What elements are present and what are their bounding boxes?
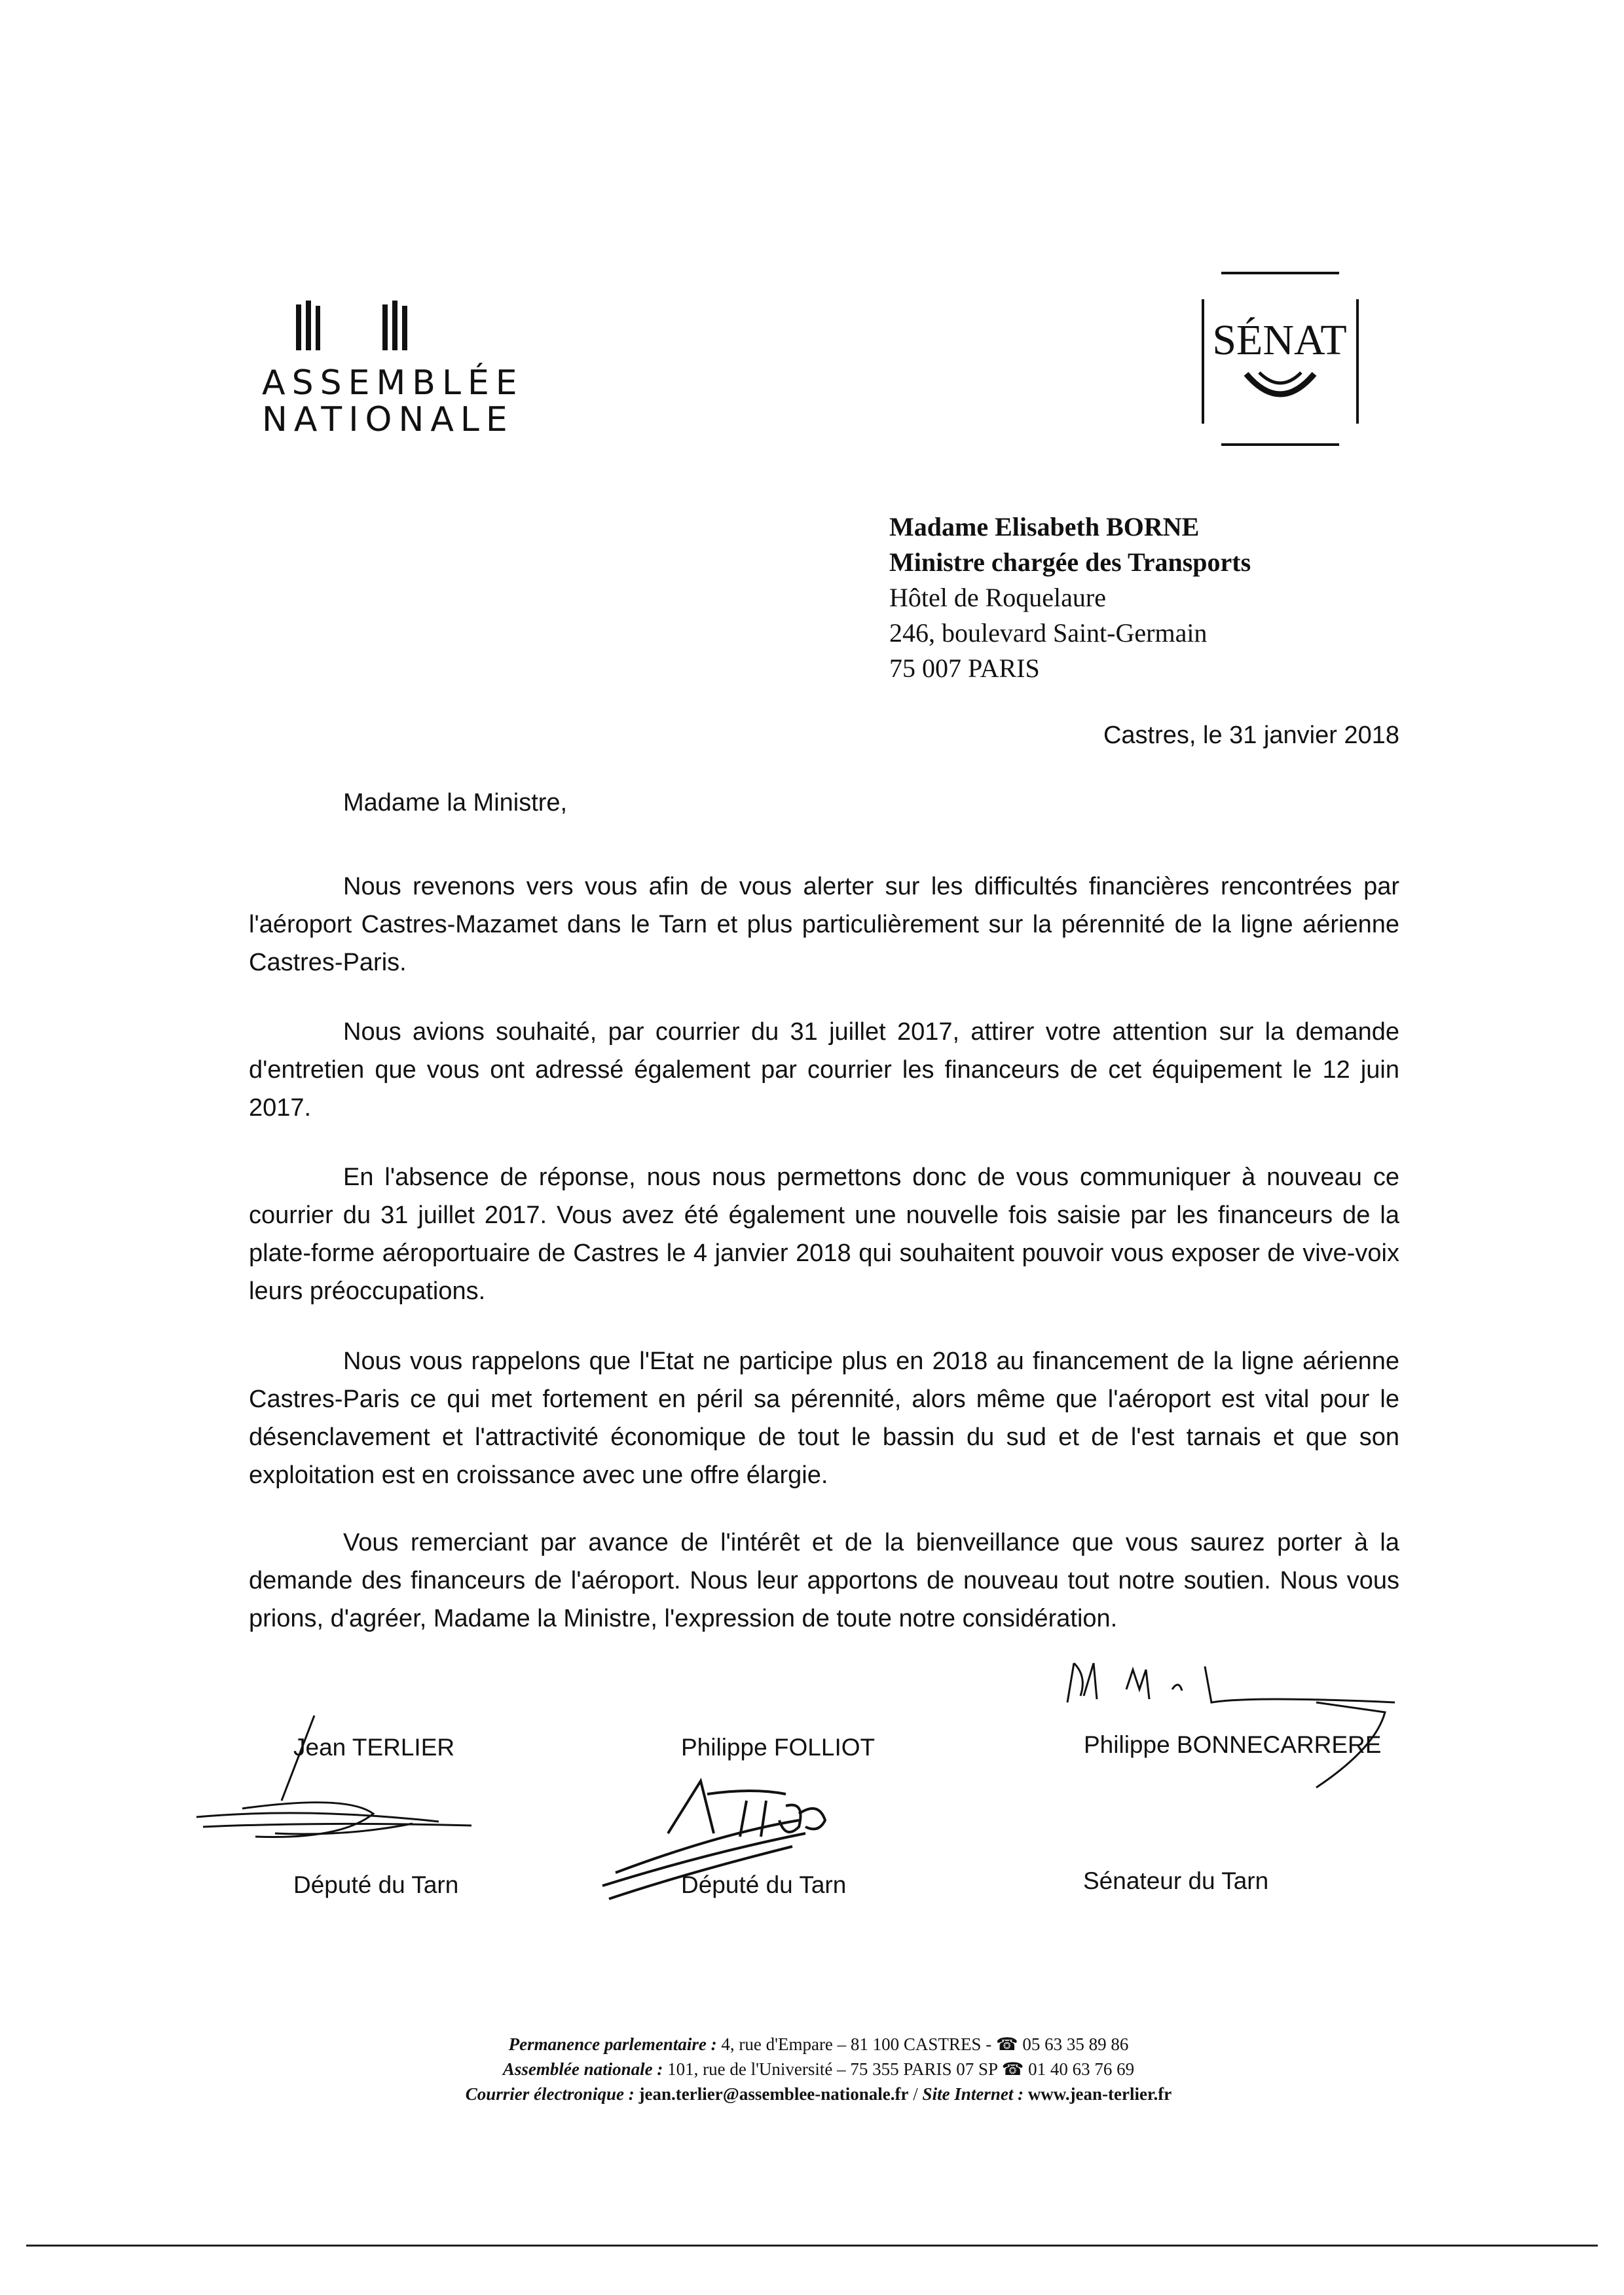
footer-email[interactable]: jean.terlier@assemblee-nationale.fr: [638, 2084, 909, 2104]
signatory-2-title: Député du Tarn: [681, 1871, 847, 1898]
body-paragraph-5: Vous remerciant par avance de l'intérêt et de la bienveillance que vous saurez porter à la demande des financeurs de l'aéroport. Nous leur apportons de nouveau tout notre soutien. Nous vous prions, d'agréer, Madame la Ministre, l'expression de toute notre considération.: [249, 1529, 1399, 1632]
signature-3-handwritten: [1054, 1650, 1395, 1833]
body-paragraph-4: Nous vous rappelons que l'Etat ne participe plus en 2018 au financement de la ligne aérienne Castres-Paris ce qui met fortement en péril sa pérennité, alors même que l'aéroport est vital pour le désenclavement et l'attractivité économique de tout le bassin du sud et de l'est tarnais et que son exploitation est en croissance avec une offre élargie.: [249, 1348, 1399, 1489]
recipient-role: Ministre chargée des Transports: [889, 547, 1251, 577]
signature-1-handwritten: [177, 1702, 491, 1873]
footer-line-3: [354, 2082, 1283, 2106]
senat-top-rule: [1221, 272, 1339, 274]
footer-assemblee-text: 101, rue de l'Université – 75 355 PARIS 07 SP ☎ 01 40 63 76 69: [667, 2059, 1135, 2079]
bottom-rule: [26, 2245, 1598, 2247]
signatory-3-name: Philippe BONNECARRERE: [1084, 1731, 1382, 1758]
footer-site-label: Site Internet :: [922, 2084, 1024, 2104]
signatory-1-title: Député du Tarn: [293, 1871, 459, 1898]
salutation: Madame la Ministre,: [343, 789, 568, 817]
recipient-name: Madame Elisabeth BORNE: [889, 512, 1200, 542]
senat-bottom-rule: [1221, 443, 1339, 446]
signatory-3-title: Sénateur du Tarn: [1083, 1867, 1269, 1894]
footer-email-label: Courrier électronique :: [465, 2084, 635, 2104]
date-line: Castres, le 31 janvier 2018: [1103, 722, 1399, 749]
senat-right-bar: [1356, 299, 1359, 424]
body-paragraph-3: En l'absence de réponse, nous nous permettons donc de vous communiquer à nouveau ce courrier du 31 juillet 2017. Vous avez été également une nouvelle fois saisie par les financeurs de la plate-forme aéroportuaire de Castres le 4 janvier 2018 qui souhaitent pouvoir vous exposer de vive-voix leurs préoccupations.: [249, 1164, 1399, 1305]
senat-logo: [1202, 272, 1365, 449]
footer-line-2: [354, 2057, 1283, 2082]
body-paragraph-2: Nous avions souhaité, par courrier du 31 juillet 2017, attirer votre attention sur la demande d'entretien que vous ont adressé également par courrier les financeurs de cet équipement le 12 juin 2017.: [249, 1018, 1399, 1122]
footer-permanence-text: 4, rue d'Empare – 81 100 CASTRES - ☎ 05 63 35 89 86: [721, 2034, 1129, 2054]
recipient-building: Hôtel de Roquelaure: [889, 583, 1106, 612]
footer-site[interactable]: www.jean-terlier.fr: [1027, 2084, 1172, 2104]
recipient-street: 246, boulevard Saint-Germain: [889, 618, 1208, 648]
assemblee-columns-icon: [262, 278, 458, 357]
footer-assemblee-label: Assemblée nationale :: [502, 2059, 663, 2079]
assemblee-line2: NATIONALE: [262, 400, 514, 439]
senat-arc-icon: [1241, 369, 1320, 408]
senat-left-bar: [1202, 299, 1204, 424]
body-paragraph-1: Nous revenons vers vous afin de vous alerter sur les difficultés financières rencontrées par l'aéroport Castres-Mazamet dans le Tarn et plus particulièrement sur la pérennité de la ligne aérienne Castres-Paris.: [249, 873, 1399, 976]
recipient-city: 75 007 PARIS: [889, 653, 1040, 683]
footer-permanence-label: Permanence parlementaire :: [508, 2034, 717, 2054]
footer-separator: /: [913, 2084, 918, 2104]
letter-footer: [354, 2032, 1283, 2106]
assemblee-line1: ASSEMBLÉE: [262, 363, 524, 403]
signatory-2-name: Philippe FOLLIOT: [681, 1734, 876, 1761]
recipient-address: [889, 509, 1251, 686]
senat-wordmark: SÉNAT: [1212, 316, 1347, 364]
signatory-1-name: Jean TERLIER: [293, 1734, 455, 1761]
footer-line-1: [354, 2032, 1283, 2057]
assemblee-nationale-logo: [262, 278, 524, 439]
